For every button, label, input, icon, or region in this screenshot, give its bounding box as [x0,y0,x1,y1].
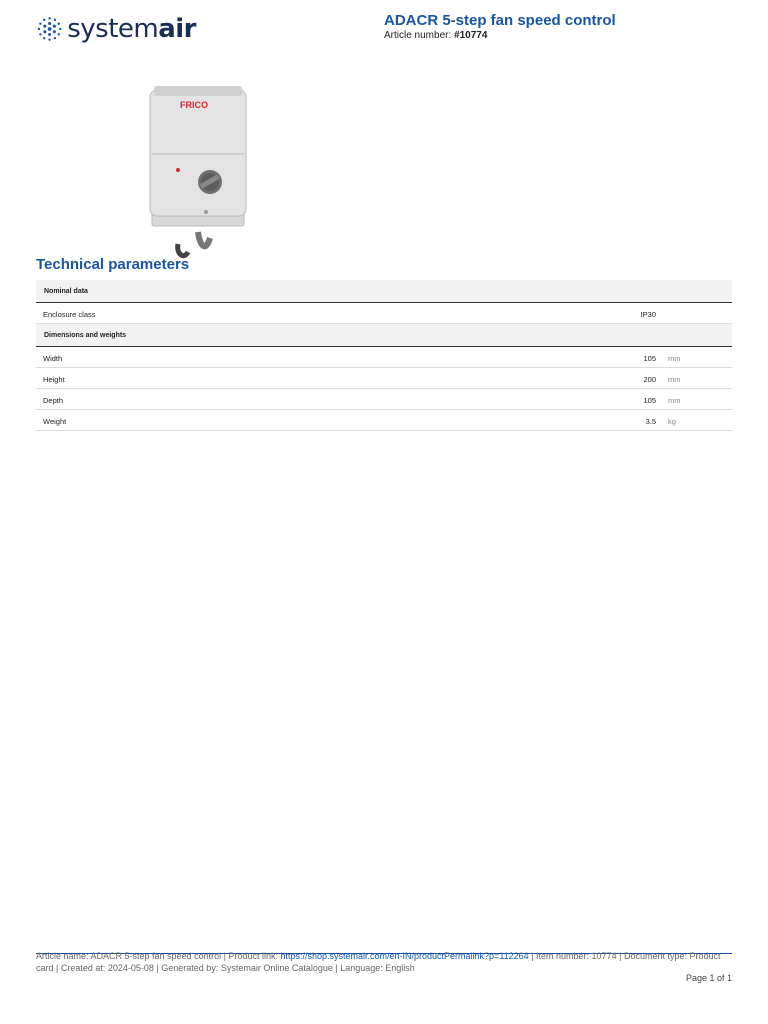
param-unit: mm [668,375,681,384]
article-number-value: #10774 [454,30,488,41]
footer-article-name: Article name: ADACR 5-step fan speed control [36,951,222,961]
table-row [36,347,732,368]
table-row [36,410,732,431]
param-value: 3.5 [645,417,656,426]
product-title: ADACR 5-step fan speed control [384,12,616,29]
article-number-label: Article number: [384,30,452,41]
group-header-dimensions: Dimensions and weights [36,324,732,347]
param-name: Weight [43,417,67,426]
param-value: 105 [643,354,656,363]
param-name: Enclosure class [43,310,96,319]
technical-parameters-title: Technical parameters [36,256,190,273]
product-brand-text: FRICO [180,100,208,110]
table-row [36,389,732,410]
technical-parameters-table [36,280,732,431]
footer-generated-by: Generated by: Systemair Online Catalogue [161,963,333,973]
table-row [36,303,732,324]
param-value: 105 [643,396,656,405]
param-name: Depth [43,396,64,405]
param-unit: kg [668,417,676,426]
footer-info: Article name: ADACR 5-step fan speed control | Product link: https://shop.systemair.com/en-IN/productPermalink?p=112264 | Item number: 10774 | Document type: Product card | Created at: 2024-05-08 | Generated by: Systemair Online Catalogue | Language: English [36,951,721,973]
param-name: Height [43,375,65,384]
systemair-logo-icon [36,13,63,45]
article-number [384,30,487,41]
param-name: Width [43,354,63,363]
footer-created-at: Created at: 2024-05-08 [60,963,154,973]
param-unit: mm [668,396,681,405]
footer-document-type: Document type: Product card [36,951,721,973]
footer-product-link-label: Product link: [228,951,281,961]
systemair-logo-text: systemair [67,14,196,44]
product-image [140,82,280,262]
param-value: 200 [643,375,656,384]
param-value: IP30 [640,310,656,319]
page-number: Page 1 of 1 [685,973,732,983]
group-header-nominal-data: Nominal data [36,280,732,303]
footer-language: Language: English [340,963,415,973]
systemair-logo [36,12,196,46]
table-row [36,368,732,389]
param-unit: mm [668,354,681,363]
footer-product-link[interactable]: https://shop.systemair.com/en-IN/productPermalink?p=112264 [280,951,529,961]
footer-item-number: Item number: 10774 [536,951,617,961]
